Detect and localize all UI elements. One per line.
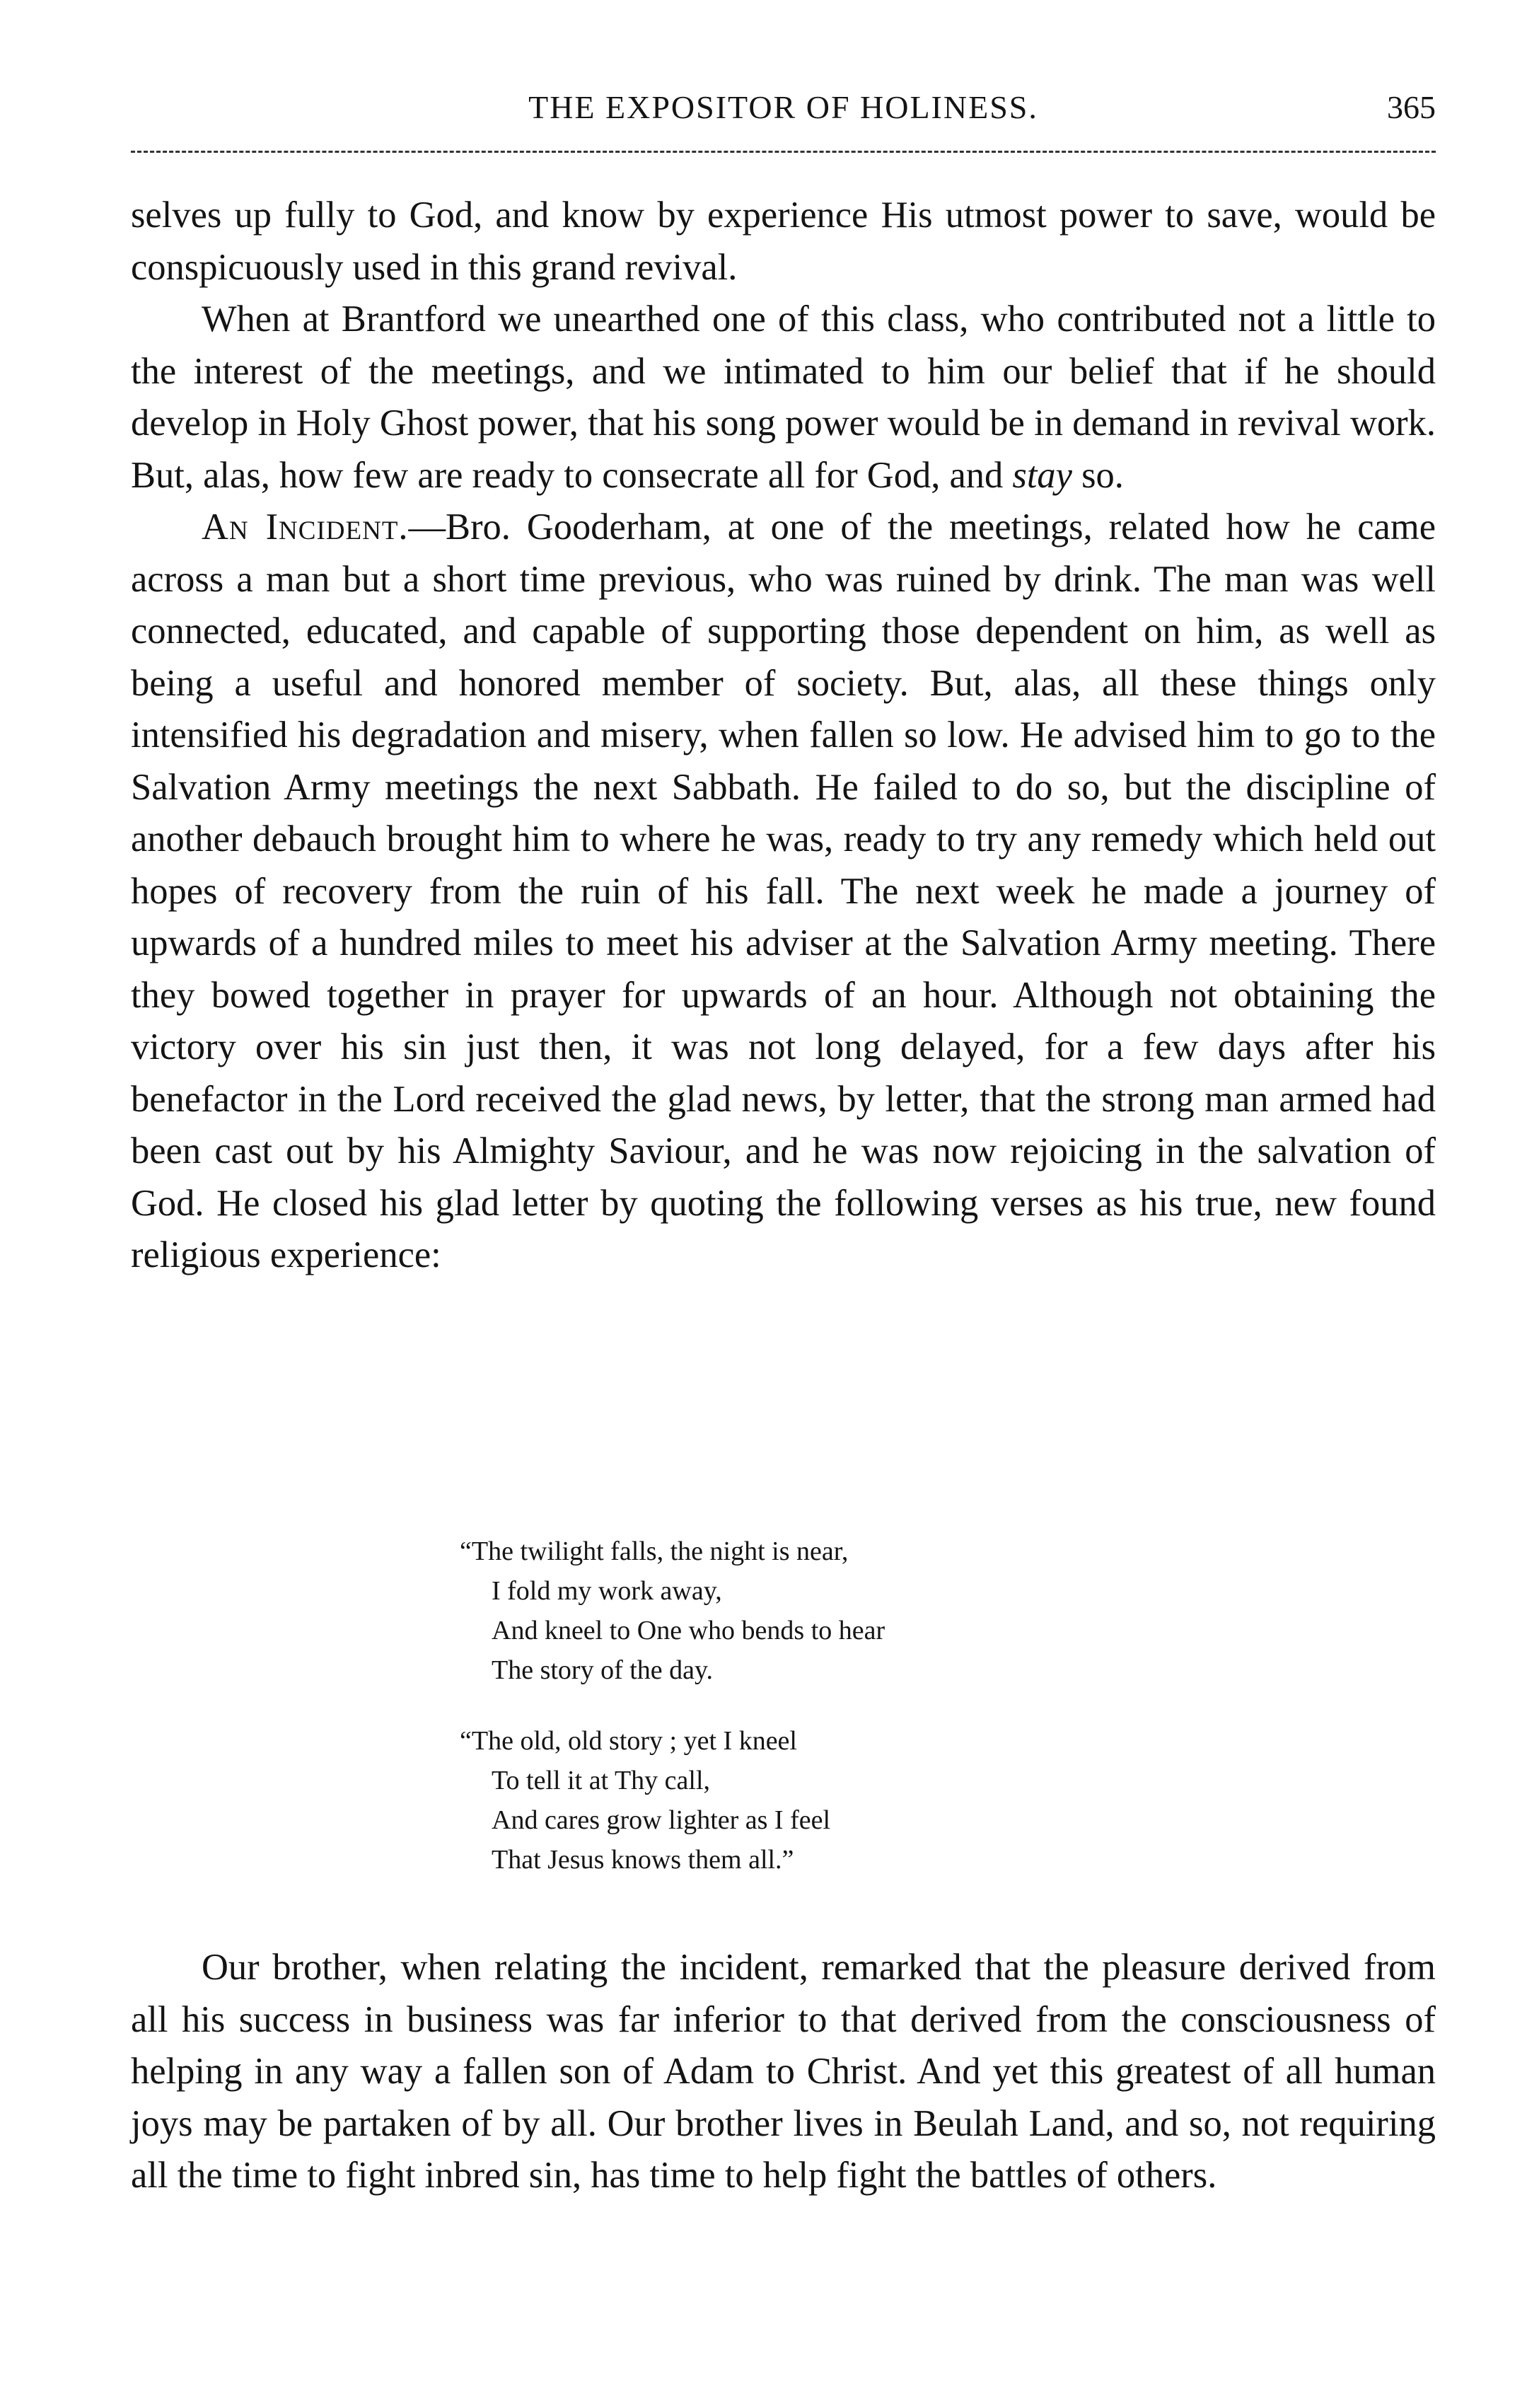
main-text <box>131 190 1436 1282</box>
paragraph-brantford <box>131 294 1436 502</box>
quoted-poem <box>460 1532 885 1911</box>
paragraph-tail: so. <box>1072 454 1124 496</box>
emphasis-word: stay <box>1012 454 1072 496</box>
closing-text <box>131 1942 1436 2202</box>
poem-line: And cares grow lighter as I feel <box>492 1805 831 1835</box>
paragraph-text: —Bro. Gooderham, at one of the meetings, related how he came across a man but a short time previous, who was ruined by drink. The man was well connected, educated, and capable of supporting those dependent on him, as well as being a useful and honored member of society. But, alas, all these things only intensified his degradation and misery, when fallen so low. He advised him to go to the Salvation Army meetings the next Sabbath. He failed to do so, but the discipline of another debauch brought him to where he was, ready to try any remedy which held out hopes of recovery from the ruin of his fall. The next week he made a journey of upwards of a hundred miles to meet his adviser at the Salvation Army meeting. There they bowed together in prayer for upwards of an hour. Although not obtaining the victory over his sin just then, it was not long delayed, for a few days after his benefactor in the Lord received the glad news, by letter, that the strong man armed had been cast out by his Almighty Saviour, and he was now rejoicing in the salvation of God. He closed his glad letter by quoting the following verses as his true, new found religious experience: <box>131 507 1436 1275</box>
paragraph-continued <box>131 190 1436 294</box>
running-title: THE EXPOSITOR OF HOLINESS. <box>528 89 1038 125</box>
page-number: 365 <box>1387 89 1436 125</box>
poem-line: “The twilight falls, the night is near, <box>460 1536 849 1566</box>
paragraph-text: When at Brantford we unearthed one of this class, who contributed not a little to the interest of the meetings, and we intimated to him our belief that if he should develop in Holy Ghost power, that his song power would be in demand in revival work. But, alas, how few are ready to consecrate all for God, and <box>131 299 1436 496</box>
running-header <box>131 88 1436 145</box>
paragraph-text: selves up fully to God, and know by experience His utmost power to save, would be conspicuously used in this grand revival. <box>131 195 1436 288</box>
poem-line: And kneel to One who bends to hear <box>492 1616 885 1645</box>
poem-line: That Jesus knows them all.” <box>492 1845 794 1875</box>
paragraph-incident <box>131 502 1436 1282</box>
paragraph-closing: Our brother, when relating the incident, remarked that the pleasure derived from all his success in business was far inferior to that derived from the consciousness of helping in any way a fallen son of Adam to Christ. And yet this greatest of all human joys may be partaken of by all. Our brother lives in Beulah Land, and so, not requiring all the time to fight inbred sin, has time to help fight the battles of others. <box>131 1947 1436 2196</box>
poem-line: “The old, old story ; yet I kneel <box>460 1726 797 1756</box>
header-rule <box>131 151 1436 153</box>
section-lead-heading: An Incident. <box>202 507 409 548</box>
poem-stanza <box>460 1721 885 1880</box>
poem-line: To tell it at Thy call, <box>492 1766 711 1795</box>
poem-line: I fold my work away, <box>492 1576 722 1606</box>
poem-line: The story of the day. <box>492 1655 714 1685</box>
poem-stanza <box>460 1532 885 1690</box>
